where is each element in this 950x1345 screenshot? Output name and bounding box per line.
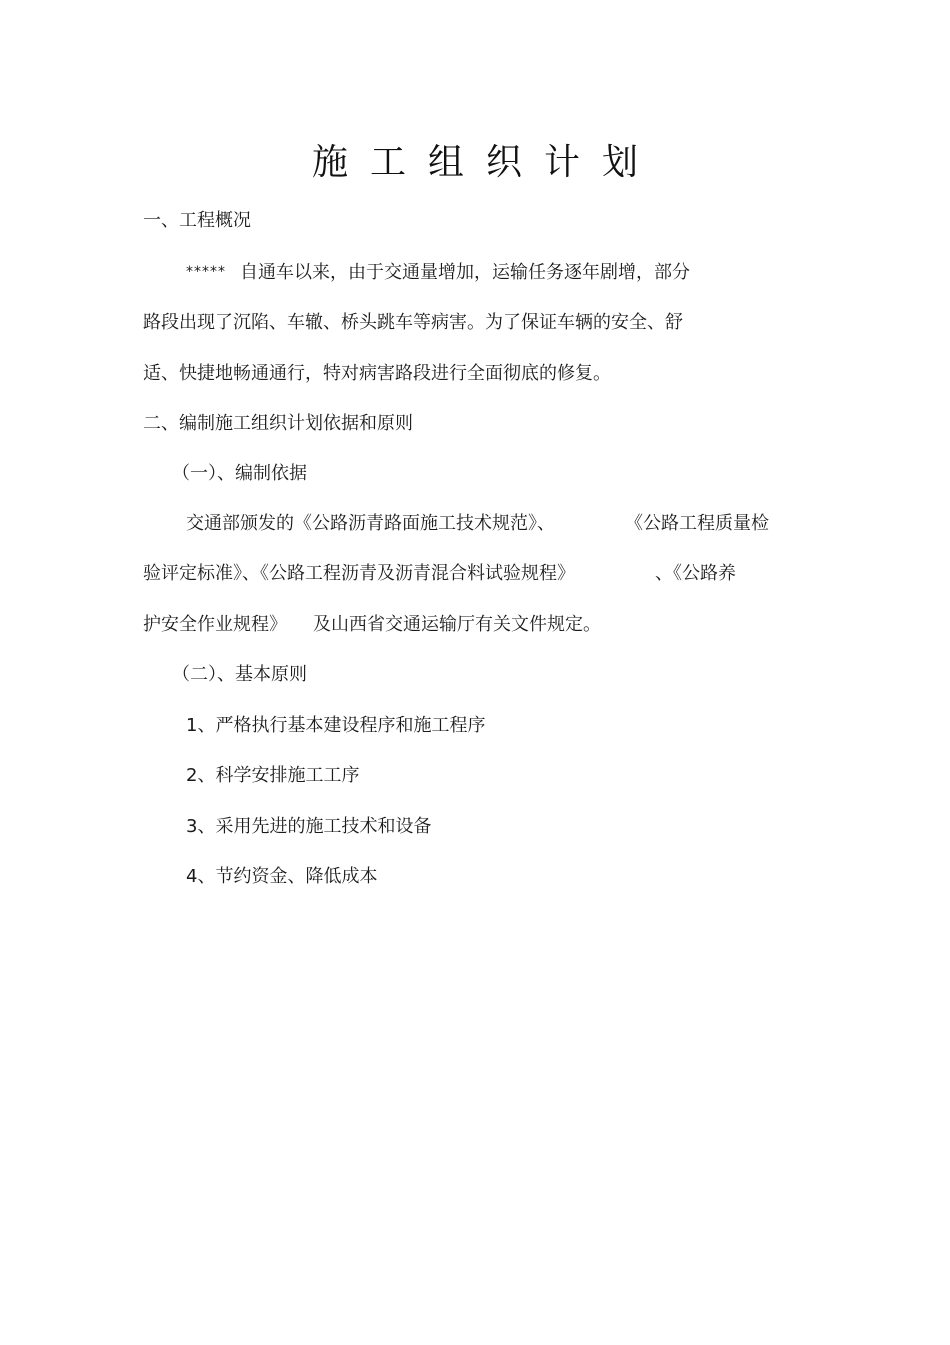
overview-paragraph-line-1 [186,259,690,286]
basis-line-3-part-b: 及山西省交通运输厅有关文件规定。 [313,614,601,635]
overview-text-1: 自通车以来，由于交通量增加，运输任务逐年剧增，部分 [240,262,690,283]
principle-item: 3、采用先进的施工技术和设备 [186,816,432,837]
basis-line-2-part-b: 、《公路养 [655,563,736,584]
overview-paragraph-line-3: 适、快捷地畅通通行，特对病害路段进行全面彻底的修复。 [143,363,611,384]
subheading-basis: （一）、编制依据 [172,463,307,484]
section-heading-overview: 一、工程概况 [143,210,251,231]
basis-line-1-part-b: 《公路工程质量检 [625,513,769,534]
overview-paragraph-line-2: 路段出现了沉陷、车辙、桥头跳车等病害。为了保证车辆的安全、舒 [143,312,683,333]
basis-line-1 [186,511,769,537]
basis-line-3 [143,612,601,638]
principle-item: 4、节约资金、降低成本 [186,866,378,887]
subheading-principles: （二）、基本原则 [172,664,307,685]
section-heading-basis-principles: 二、编制施工组织计划依据和原则 [143,413,413,434]
basis-line-1-part-a: 交通部颁发的《公路沥青路面施工技术规范》、 [186,513,555,534]
redacted-name: ***** [186,264,226,280]
basis-line-2-part-a: 验评定标准》、《公路工程沥青及沥青混合料试验规程》 [143,563,575,584]
principle-item: 1、严格执行基本建设程序和施工程序 [186,715,486,736]
document-title: 施工组织计划 [311,142,660,183]
principle-item: 2、科学安排施工工序 [186,765,360,786]
basis-line-2 [143,561,736,587]
basis-line-3-part-a: 护安全作业规程》 [143,614,287,635]
